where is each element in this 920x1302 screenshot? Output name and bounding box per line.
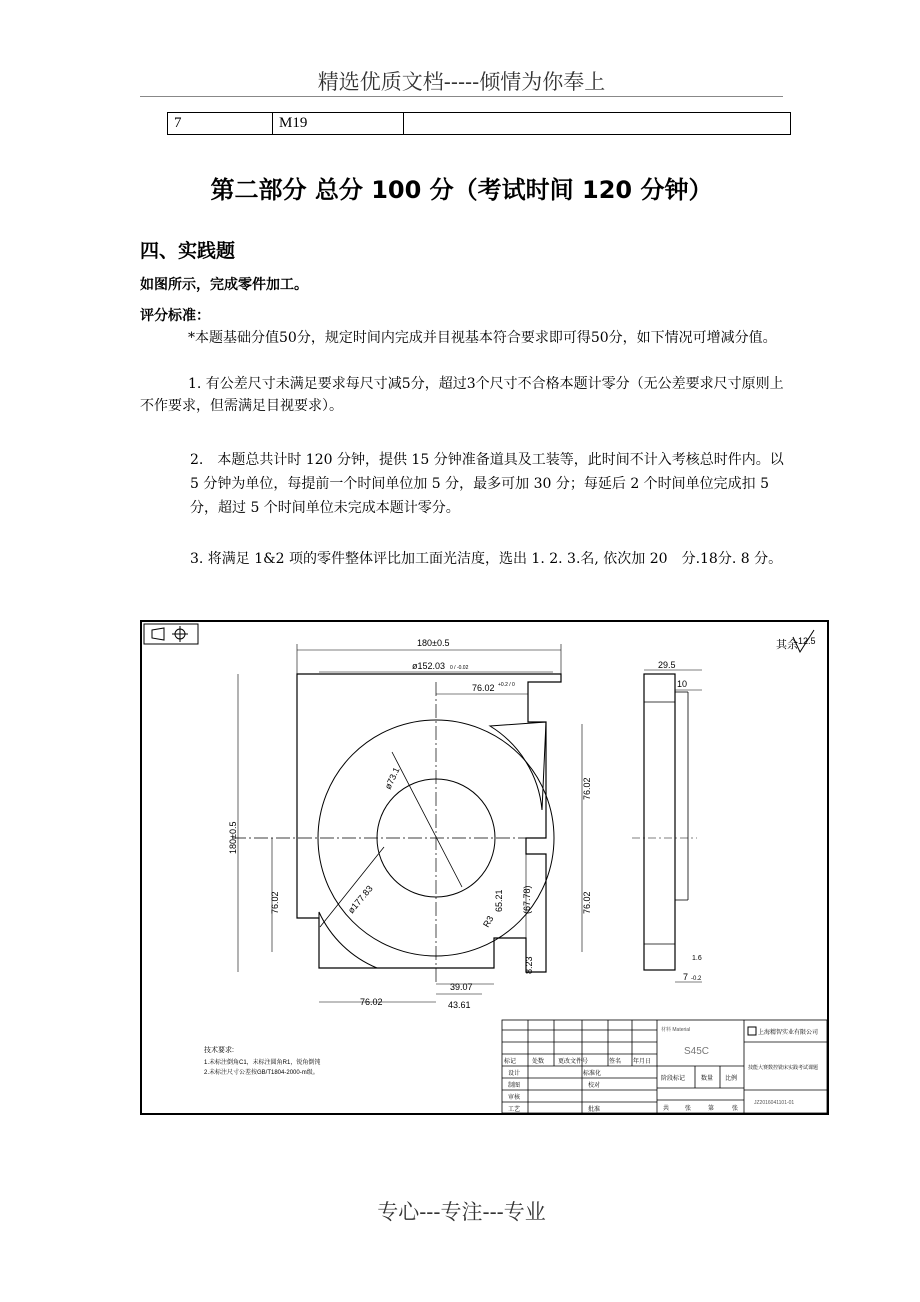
- tb-cell: 张: [685, 1106, 692, 1112]
- drawing-title: 技能大赛数控铣床实践考试课题: [748, 1065, 819, 1071]
- dim-half-top-tol: +0.2 / 0: [498, 682, 515, 688]
- tb-cell: 数量: [701, 1076, 714, 1082]
- page-header: 精选优质文档-----倾情为你奉上: [317, 70, 606, 94]
- drawing-svg: [142, 622, 827, 1113]
- tb-cell: 批准: [588, 1107, 601, 1113]
- tb-cell: 工艺: [508, 1107, 521, 1113]
- tb-cell: 年月日: [633, 1059, 652, 1065]
- tb-cell: 张: [732, 1106, 739, 1112]
- dim-dia-177: ø177.83: [345, 883, 375, 916]
- dim-dia-73: ø73.1: [382, 765, 402, 791]
- dim-dia-152: ø152.03: [412, 661, 446, 671]
- section-title: 四、实践题: [140, 240, 236, 262]
- material-value: S45C: [684, 1046, 710, 1057]
- dim-half-right-top: 76.02: [582, 777, 592, 800]
- front-view: [232, 674, 561, 982]
- tool-table: [167, 112, 791, 135]
- tb-cell: 签名: [609, 1059, 622, 1065]
- tb-cell: 设计: [508, 1071, 521, 1077]
- task-instruction: 如图所示，完成零件加工。: [140, 277, 308, 293]
- criteria-label: 评分标准：: [140, 308, 210, 324]
- dim-side-7-tol: -0.2: [691, 976, 702, 982]
- part-title: 第二部分 总分 100 分（考试时间 120 分钟）: [210, 176, 713, 204]
- dim-side-10: 10: [677, 679, 688, 689]
- criteria-paragraph: 3. 将满足 1&2 项的零件整体评比加工面光洁度，选出 1. 2. 3.名, 依次加 20 分.18分. 8 分。: [190, 551, 783, 567]
- tb-cell: 标准化: [583, 1071, 602, 1077]
- tb-cell: 标记: [504, 1059, 517, 1065]
- dim-8: 8.23: [524, 956, 534, 974]
- dim-side-29: 29.5: [658, 660, 676, 670]
- dim-39: 39.07: [450, 982, 473, 992]
- side-view: [632, 670, 702, 982]
- tb-cell: 更改文件号: [558, 1059, 589, 1065]
- engineering-drawing: [140, 620, 829, 1115]
- tb-cell: 共: [663, 1106, 670, 1112]
- criteria-paragraph: 1. 有公差尺寸未满足要求每尺寸减5分，超过3个尺寸不合格本题计零分（无公差要求尺寸原则上不作要求，但需满足目视要求）。: [140, 376, 784, 414]
- criteria-paragraph: *本题基础分值50分，规定时间内完成并目视基本符合要求即可得50分，如下情况可增减分值。: [188, 330, 777, 346]
- tb-cell: 阶段标记: [661, 1076, 686, 1082]
- table-cell-code: M19: [273, 113, 404, 135]
- tb-cell: 制图: [508, 1083, 521, 1089]
- dim-half-left: 76.02: [270, 891, 280, 914]
- tb-cell: 处数: [532, 1059, 545, 1065]
- tech-notes-title: 技术要求:: [204, 1047, 234, 1054]
- roughness-value: 12.5: [798, 636, 816, 646]
- tb-cell: 比例: [725, 1076, 738, 1082]
- dim-half-bottom: 76.02: [360, 997, 383, 1007]
- tb-cell: 校对: [588, 1083, 601, 1089]
- table-cell-note: [404, 113, 791, 135]
- side-roughness: 1.6: [692, 955, 702, 962]
- company-name: 上海精智实业有限公司: [758, 1030, 819, 1036]
- dim-67: (67.78): [522, 885, 532, 914]
- dim-dia-152-tol: 0 / -0.02: [450, 665, 469, 671]
- table-cell-num: 7: [168, 113, 273, 135]
- drawing-number: JZ2016041101-01: [754, 1100, 795, 1106]
- dim-height-total: 180±0.5: [228, 821, 238, 854]
- header-rule: [140, 96, 783, 97]
- page-footer: 专心---专注---专业: [377, 1200, 546, 1224]
- dim-half-right-bottom: 76.02: [582, 891, 592, 914]
- material-label: 材料 Material: [661, 1027, 691, 1033]
- tech-note-1: 1.未标注倒角C1，未标注圆角R1，锐角倒钝: [204, 1060, 321, 1066]
- criteria-paragraph: 2. 本题总共计时 120 分钟，提供 15 分钟准备道具及工装等，此时间不计入考核总时件内。以 5 分钟为单位，每提前一个时间单位加 5 分，最多可加 30 分；每延后 2 个时间单位完成扣 5 分，超过 5 个时间单位未完成本题计零分。: [190, 452, 784, 516]
- dim-r3: R3: [481, 914, 496, 929]
- projection-symbol-icon: [144, 624, 198, 644]
- dim-side-7: 7: [683, 972, 689, 982]
- dim-65: 65.21: [494, 889, 504, 912]
- tb-cell: 审核: [508, 1095, 521, 1101]
- dim-43: 43.61: [448, 1000, 471, 1010]
- dim-width-total: 180±0.5: [417, 638, 450, 648]
- tb-cell: 第: [708, 1106, 715, 1112]
- table-row: [168, 113, 791, 135]
- dimension-lines: [238, 644, 582, 1002]
- dim-half-top: 76.02: [472, 683, 495, 693]
- tech-note-2: 2.未标注尺寸公差按GB/T1804-2000-m级。: [204, 1070, 319, 1076]
- roughness-label: 其余: [776, 639, 798, 651]
- company-logo-icon: [748, 1027, 756, 1035]
